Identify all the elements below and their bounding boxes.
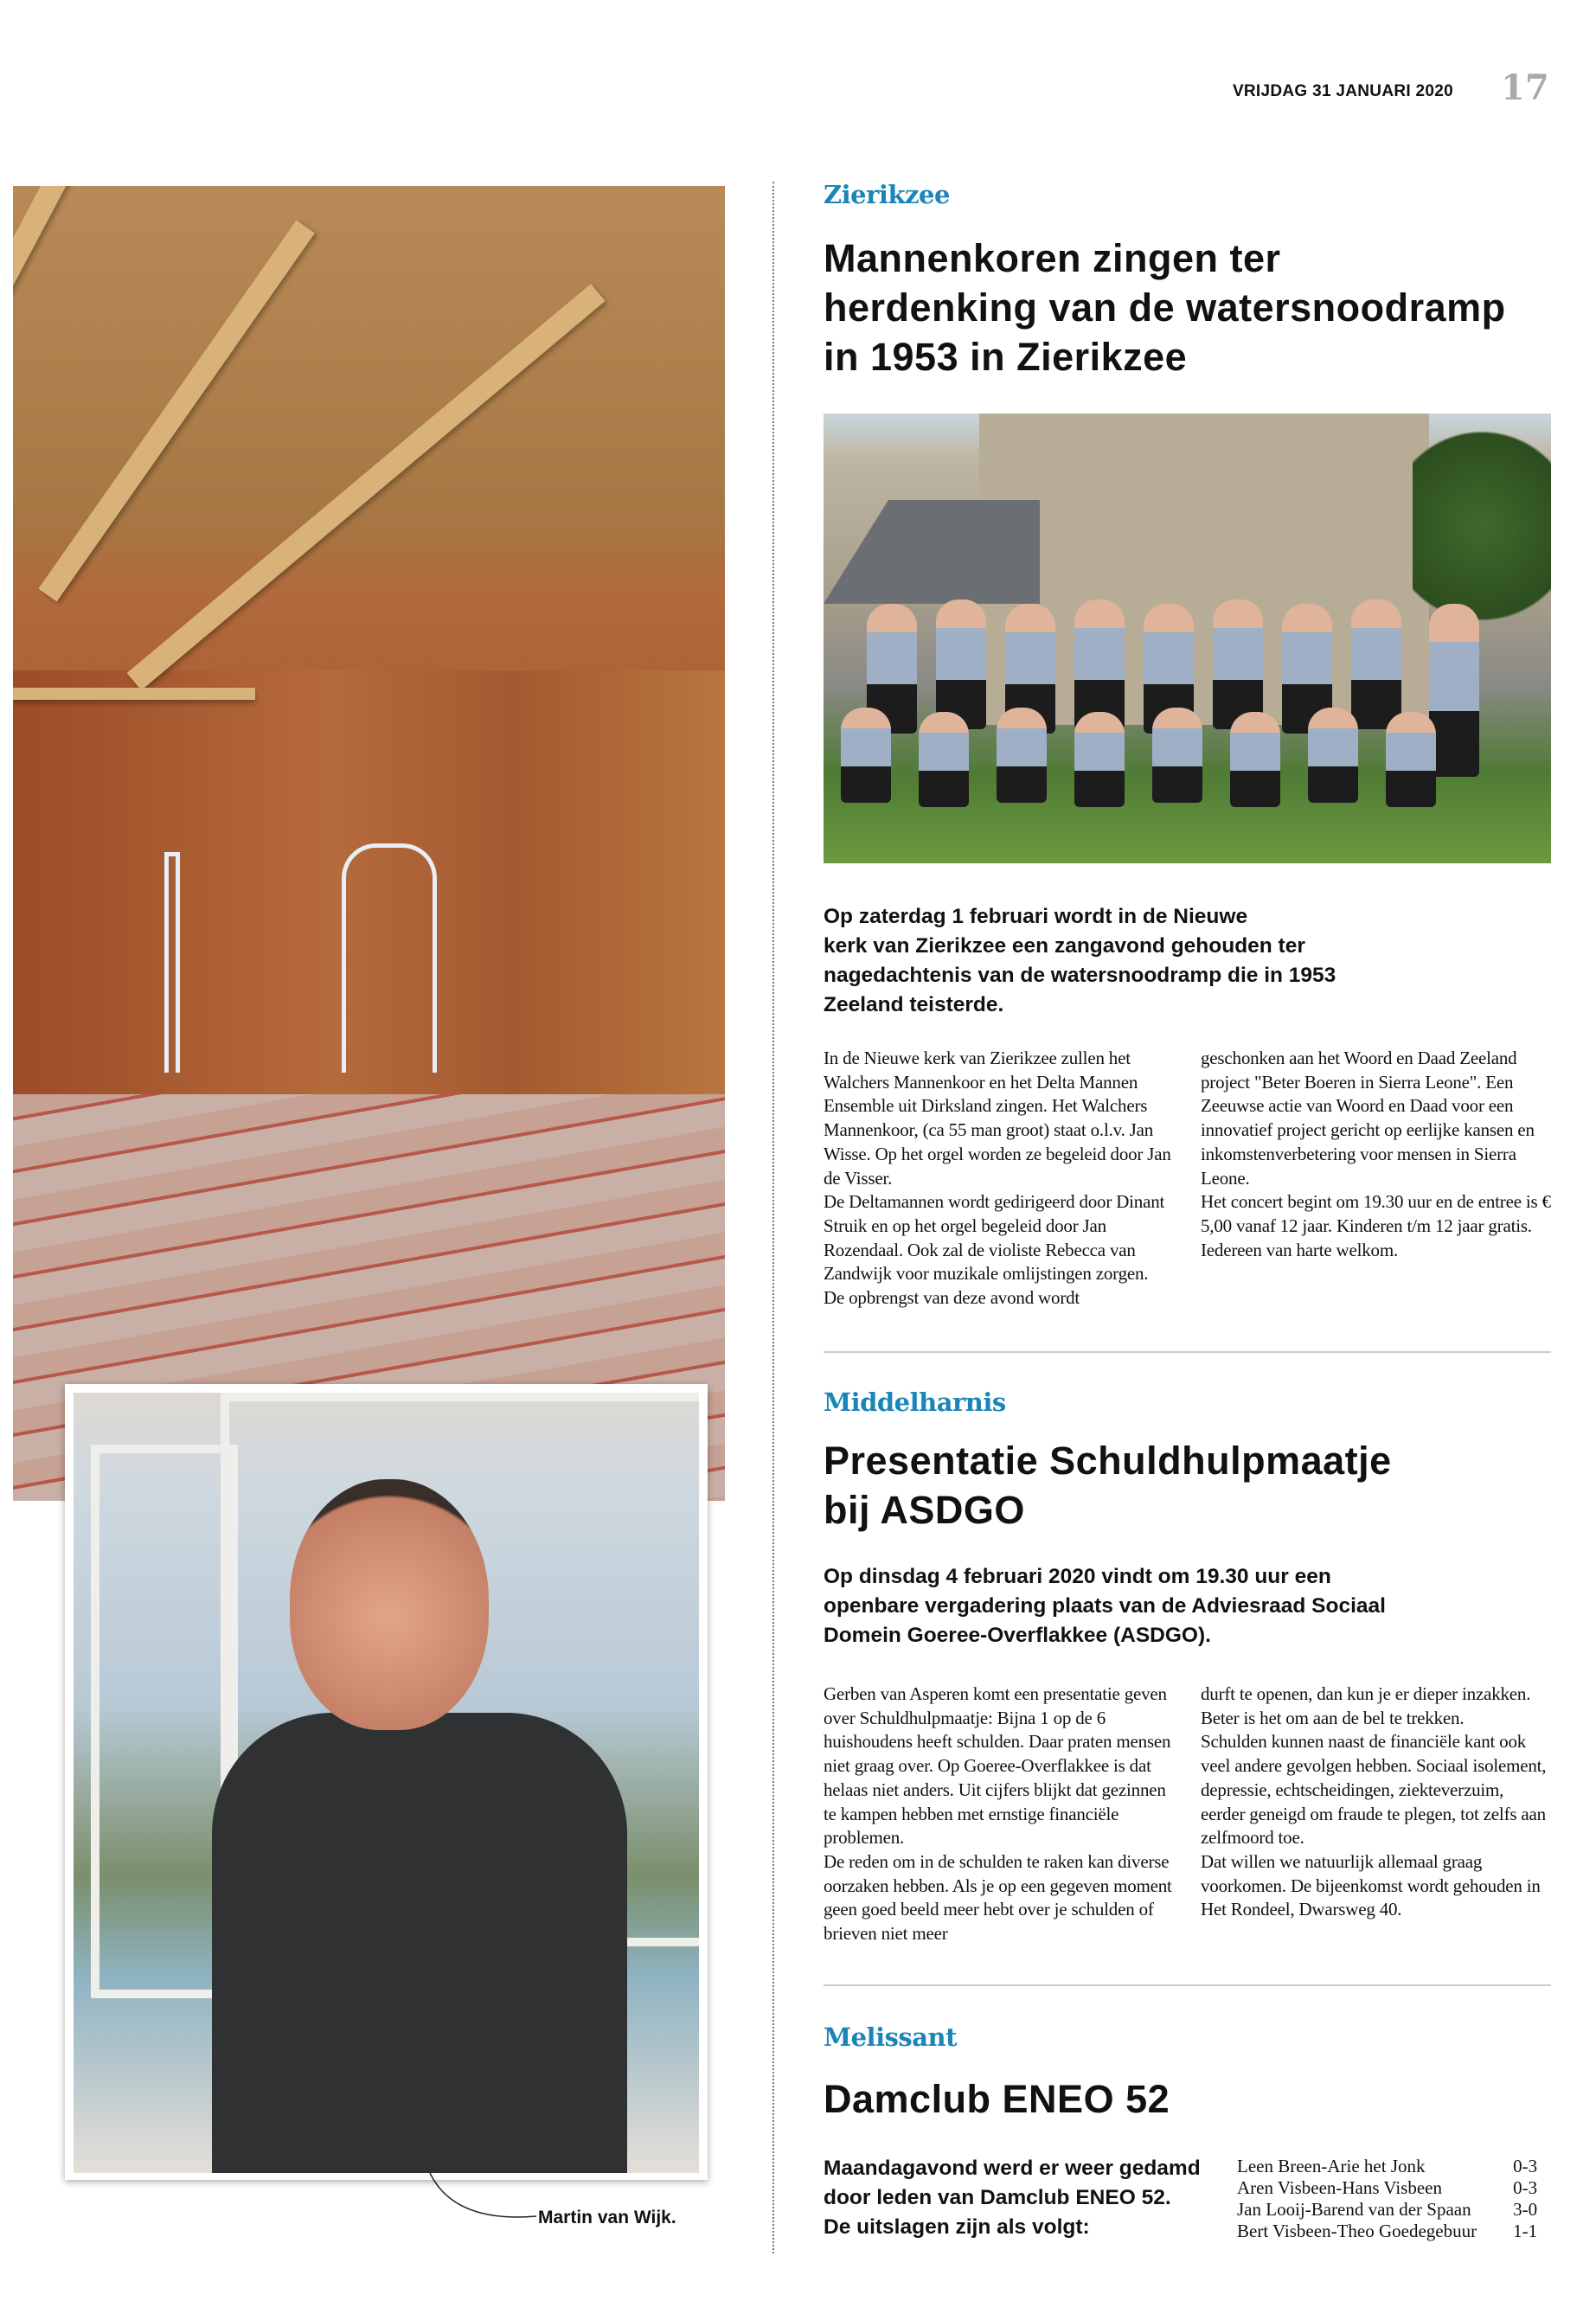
article-headline <box>824 2074 1550 2124</box>
photo-singer <box>841 708 891 803</box>
caption-pointer-line <box>428 2171 541 2223</box>
body-paragraph: De opbrengst van deze avond wordt <box>824 1287 1080 1309</box>
photo-beam <box>13 688 255 700</box>
article-divider <box>824 1984 1551 1986</box>
photo-beam <box>13 186 183 332</box>
photo-person-body <box>212 1713 627 2173</box>
photo-singer <box>1213 599 1263 729</box>
article-headline <box>824 1436 1550 1535</box>
article-body-column <box>824 1047 1174 1311</box>
body-paragraph: In de Nieuwe kerk van Zierikzee zullen het Walchers Mannenkoor en het Delta Mannen Ensemble uit Dirksland zingen. Het Walchers Mannenkoor, (ca 55 man groot) staat o.l.v. Jan Wisse. Op het orgel worden ze begeleid door Jan de Visser. <box>824 1048 1171 1189</box>
headline-line: Presentatie Schuldhulpmaatje <box>824 1439 1392 1483</box>
photo-beam <box>38 221 315 602</box>
lead-line: Domein Goeree-Overflakkee (ASDGO). <box>824 1624 1211 1647</box>
match-name: Bert Visbeen-Theo Goedegebuur <box>1237 2221 1477 2241</box>
article-headline <box>824 234 1550 381</box>
article-lead <box>824 902 1429 1020</box>
photo-singer <box>1152 708 1202 803</box>
article-lead <box>824 1562 1481 1650</box>
lead-line: Zeeland teisterde. <box>824 993 1004 1016</box>
photo-singer <box>1386 712 1436 807</box>
article-lead <box>824 2154 1230 2242</box>
headline-line: in 1953 in Zierikzee <box>824 335 1188 379</box>
match-score: 0-3 <box>1513 2177 1538 2198</box>
photo-singer <box>1074 599 1125 729</box>
portrait-photo <box>65 1384 708 2180</box>
headline-line: Mannenkoren zingen ter <box>824 236 1281 280</box>
photo-singer <box>1230 712 1280 807</box>
lead-line: Op dinsdag 4 februari 2020 vindt om 19.30 uur een <box>824 1565 1331 1588</box>
issue-date: VRIJDAG 31 JANUARI 2020 <box>1232 82 1453 100</box>
photo-singer <box>1429 604 1479 777</box>
photo-singer <box>1351 599 1401 729</box>
body-paragraph: Dat willen we natuurlijk allemaal graag voorkomen. De bijeenkomst wordt gehouden in Het Rondeel, Dwarsweg 40. <box>1201 1850 1541 1920</box>
photo-singer <box>1074 712 1125 807</box>
match-score: 3-0 <box>1513 2199 1538 2220</box>
match-name: Leen Breen-Arie het Jonk <box>1237 2156 1426 2176</box>
body-paragraph: durft te openen, dan kun je er dieper inzakken. Beter is het om aan de bel te trekken. <box>1201 1683 1531 1728</box>
photo-person-head <box>290 1479 489 1730</box>
table-row <box>1237 2177 1537 2199</box>
section-label: Zierikzee <box>824 180 950 209</box>
photo-wire <box>342 843 437 1073</box>
headline-line: herdenking van de watersnoodramp <box>824 285 1506 330</box>
lead-line: kerk van Zierikzee een zangavond gehouden ter <box>824 934 1305 958</box>
article-body-column <box>1201 1682 1551 1922</box>
headline-line: Damclub ENEO 52 <box>824 2077 1170 2121</box>
body-paragraph: geschonken aan het Woord en Daad Zeeland project "Beter Boeren in Sierra Leone". Een Zeeuwse actie van Woord en Daad voor een innovatief project gericht op eerlijke kansen en inkomstenverbetering voor mensen in Sierra Leone. <box>1201 1048 1535 1189</box>
article-body-column <box>1201 1047 1551 1262</box>
lead-line: openbare vergadering plaats van de Adviesraad Sociaal <box>824 1594 1386 1618</box>
lead-line: De uitslagen zijn als volgt: <box>824 2215 1090 2239</box>
photo-caption: Martin van Wijk. <box>538 2208 676 2227</box>
body-paragraph: Het concert begint om 19.30 uur en de entree is € 5,00 vanaf 12 jaar. Kinderen t/m 12 jaar gratis. Iedereen van harte welkom. <box>1201 1191 1551 1260</box>
body-paragraph: Gerben van Asperen komt een presentatie geven over Schuldhulpmaatje: Bijna 1 op de 6 huishoudens heeft schulden. Daar praten mensen niet graag over. Op Goeree-Overflakkee is dat helaas niet anders. Uit cijfers blijkt dat gezinnen te kampen hebben met ernstige financiële problemen. <box>824 1683 1171 1849</box>
body-paragraph: Schulden kunnen naast de financiële kant ook veel andere gevolgen hebben. Sociaal isolement, depressie, echtscheidingen, ziekteverzuim, eerder geneigd om fraude te plegen, tot zelfs aan zelfmoord toe. <box>1201 1731 1547 1849</box>
lead-line: Op zaterdag 1 februari wordt in de Nieuwe <box>824 905 1248 928</box>
photo-tree <box>1413 413 1551 638</box>
match-name: Aren Visbeen-Hans Visbeen <box>1237 2177 1442 2198</box>
section-label: Middelharnis <box>824 1388 1006 1417</box>
choir-photo <box>824 413 1551 863</box>
article-divider <box>824 1351 1551 1353</box>
photo-wire <box>164 852 180 1073</box>
lead-line: door leden van Damclub ENEO 52. <box>824 2186 1171 2209</box>
lead-line: Maandagavond werd er weer gedamd <box>824 2157 1201 2180</box>
body-paragraph: De Deltamannen wordt gedirigeerd door Dinant Struik en op het orgel begeleid door Jan Rozendaal. Ook zal de violiste Rebecca van Zandwijk voor muzikale omlijstingen zorgen. <box>824 1191 1165 1285</box>
page-number: 17 <box>1501 67 1549 108</box>
results-table <box>1237 2156 1537 2242</box>
column-divider <box>772 182 774 2253</box>
table-row <box>1237 2199 1537 2221</box>
table-row <box>1237 2221 1537 2242</box>
table-row <box>1237 2156 1537 2177</box>
photo-singer <box>997 708 1047 803</box>
section-label: Melissant <box>824 2022 958 2052</box>
headline-line: bij ASDGO <box>824 1488 1025 1532</box>
photo-singer <box>1308 708 1358 803</box>
attic-floor-heating-photo <box>13 186 725 1501</box>
photo-singer <box>919 712 969 807</box>
photo-singer <box>936 599 986 729</box>
match-score: 0-3 <box>1513 2156 1538 2176</box>
article-body-column <box>824 1682 1174 1946</box>
body-paragraph: De reden om in de schulden te raken kan diverse oorzaken hebben. Als je op een gegeven moment geen goed beeld meer hebt over je schulden of brieven niet meer <box>824 1850 1172 1945</box>
photo-beam <box>127 284 606 690</box>
photo-roof <box>824 500 1040 604</box>
match-score: 1-1 <box>1513 2221 1538 2241</box>
match-name: Jan Looij-Barend van der Spaan <box>1237 2199 1471 2220</box>
lead-line: nagedachtenis van de watersnoodramp die in 1953 <box>824 964 1336 987</box>
